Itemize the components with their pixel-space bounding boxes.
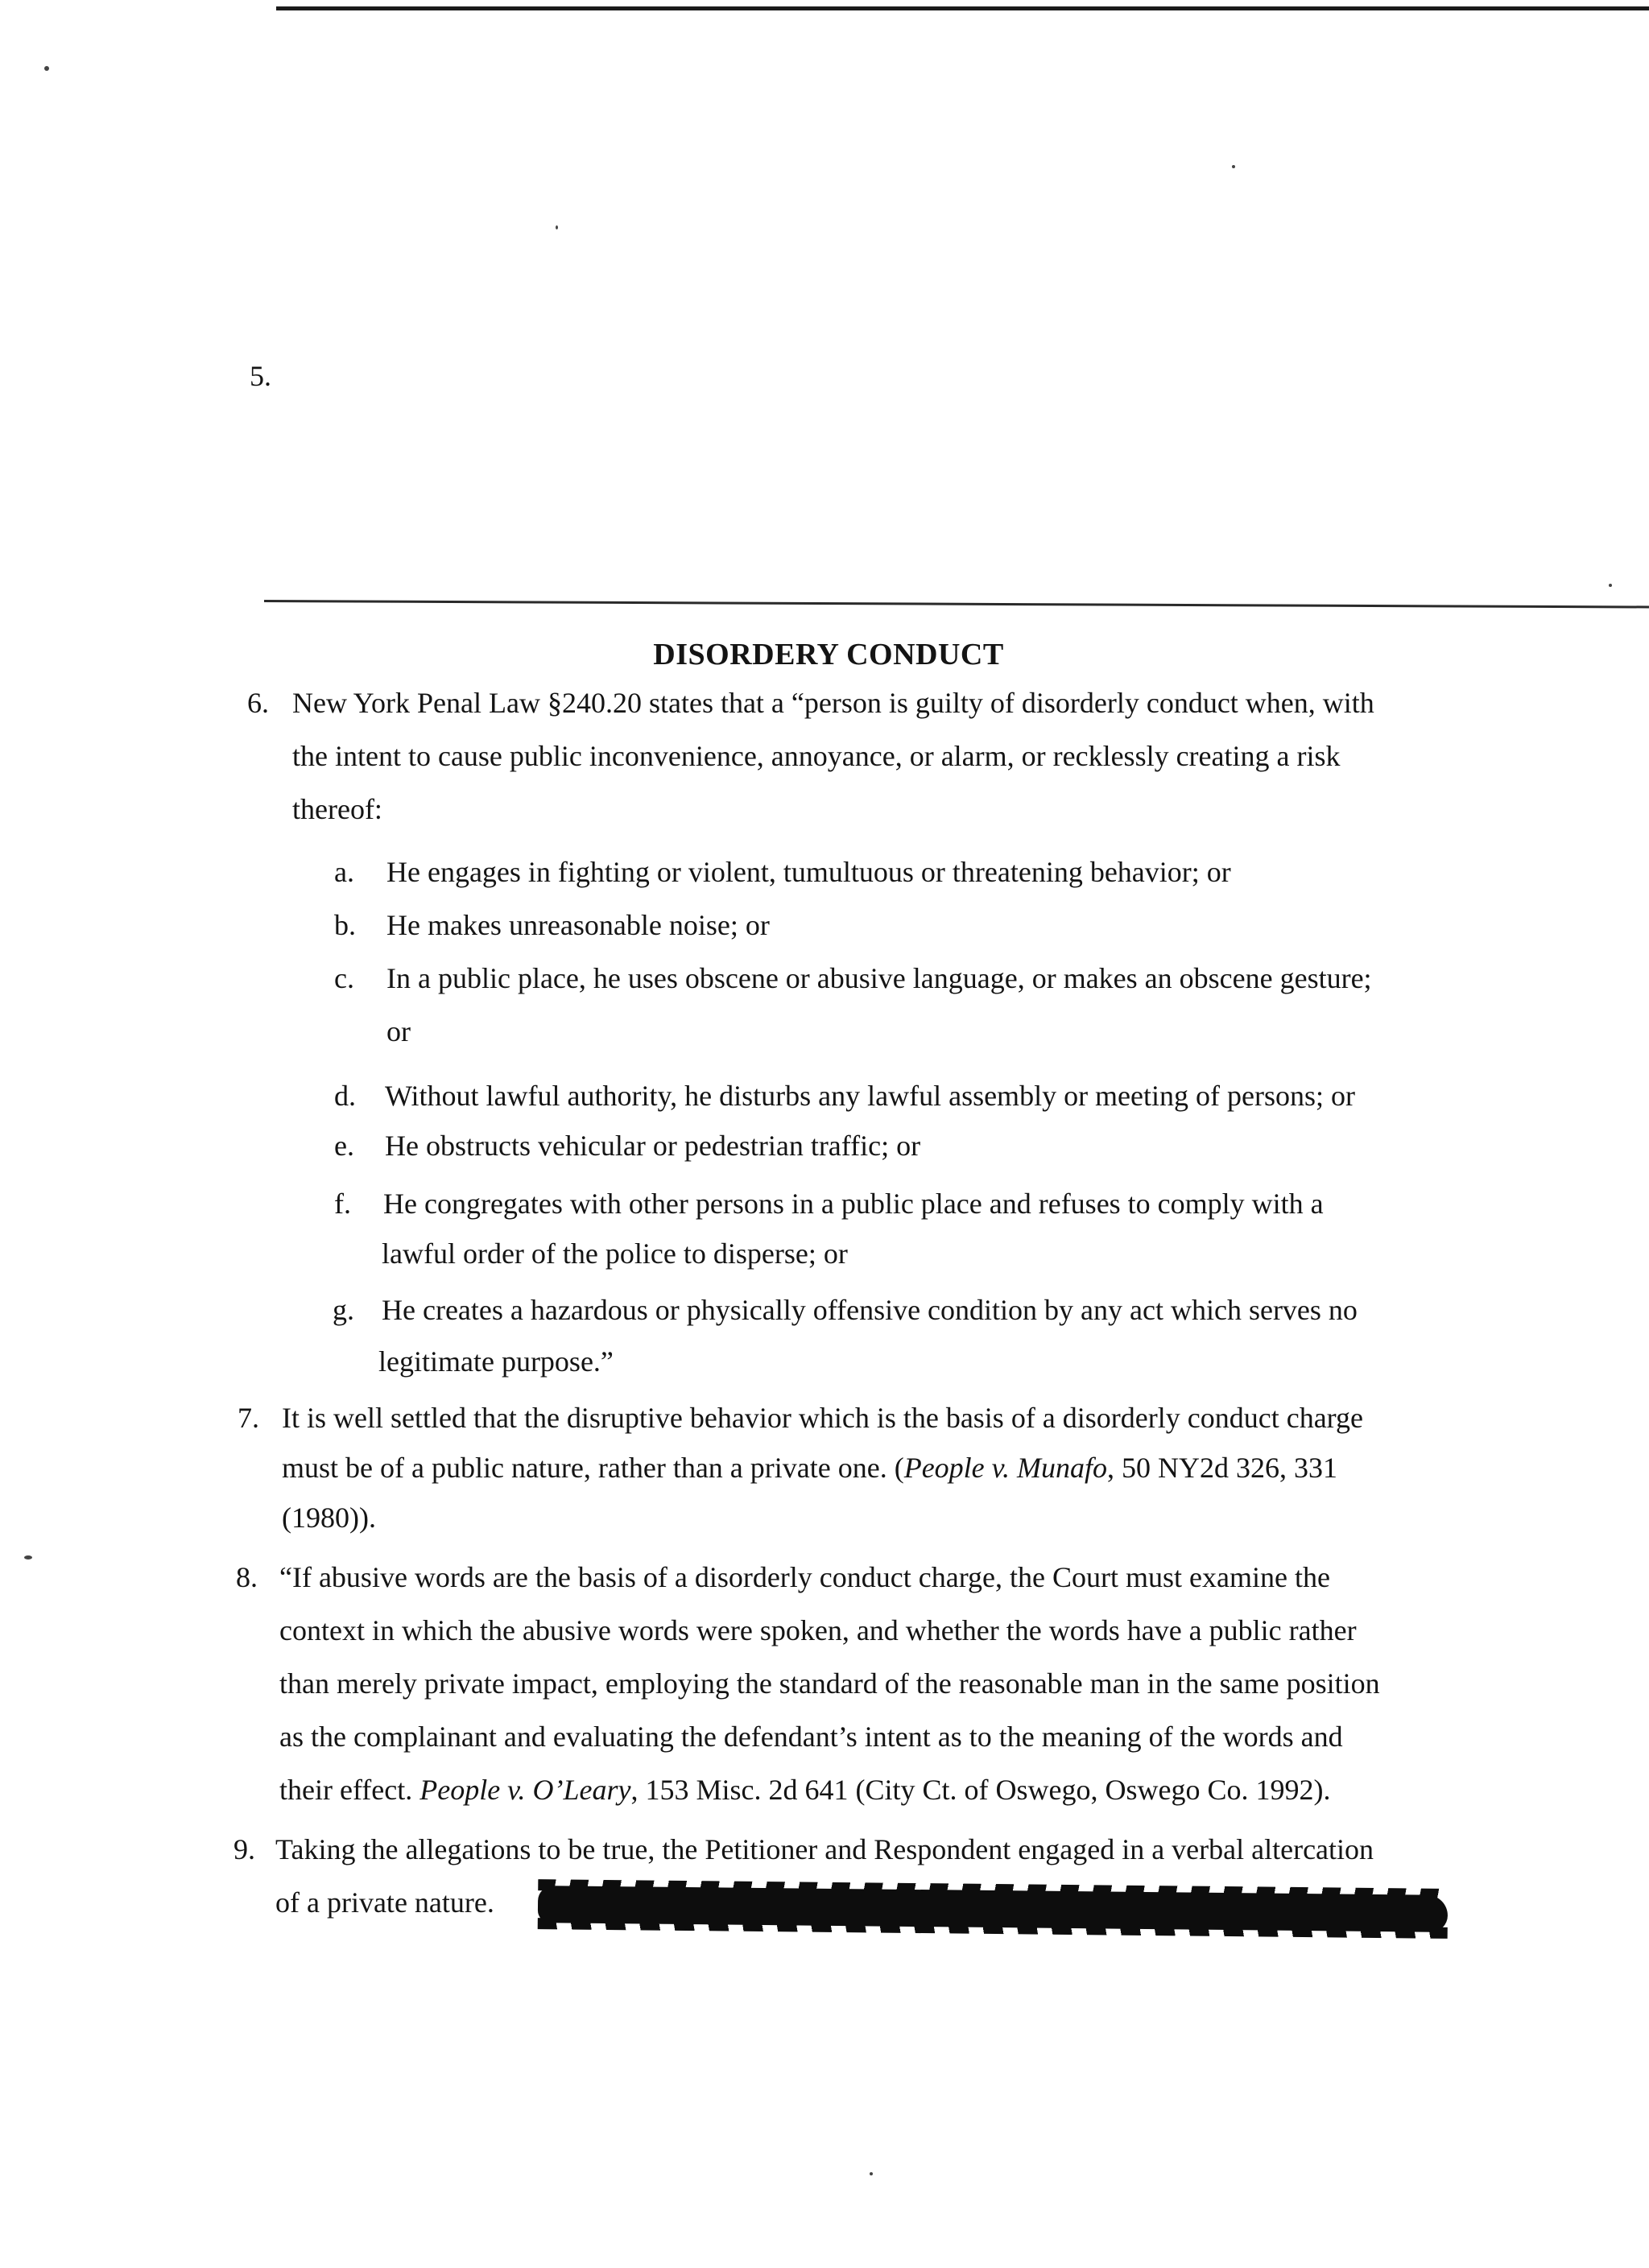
list-item-letter: e. — [334, 1130, 354, 1162]
paragraph-line: (1980)). — [282, 1502, 376, 1534]
list-item-text: He obstructs vehicular or pedestrian traffic; or — [385, 1130, 921, 1162]
list-item-text: He engages in fighting or violent, tumultuous or threatening behavior; or — [386, 856, 1231, 888]
list-item-text: He makes unreasonable noise; or — [386, 909, 770, 941]
paragraph-number: 7. — [238, 1402, 259, 1434]
scan-speck — [1609, 584, 1612, 587]
scan-speck — [44, 66, 49, 71]
paragraph-number: 6. — [247, 687, 269, 719]
paragraph-line: Taking the allegations to be true, the Petitioner and Respondent engaged in a verbal altercation — [275, 1833, 1374, 1865]
paragraph-line: of a private nature. — [275, 1886, 494, 1919]
list-item-letter: b. — [334, 909, 356, 941]
top-rule — [276, 6, 1649, 10]
paragraph-line: as the complainant and evaluating the defendant’s intent as to the meaning of the words and — [279, 1721, 1343, 1753]
paragraph-line: must be of a public nature, rather than a private one. (People v. Munafo, 50 NY2d 326, 331 — [282, 1452, 1337, 1484]
list-item-text: legitimate purpose.” — [378, 1345, 614, 1378]
list-item-letter: f. — [334, 1188, 351, 1220]
list-item-text: Without lawful authority, he disturbs any lawful assembly or meeting of persons; or — [385, 1080, 1355, 1112]
redaction-mark — [538, 1886, 1448, 1932]
page-number: 5. — [250, 360, 271, 392]
list-item-text: In a public place, he uses obscene or abusive language, or makes an obscene gesture; — [386, 962, 1372, 994]
paragraph-line: It is well settled that the disruptive behavior which is the basis of a disorderly conduct charge — [282, 1402, 1363, 1434]
paragraph-number: 9. — [234, 1833, 255, 1865]
paragraph-number: 8. — [236, 1561, 258, 1593]
paragraph-line: New York Penal Law §240.20 states that a “person is guilty of disorderly conduct when, with — [292, 687, 1374, 719]
list-item-letter: c. — [334, 962, 354, 994]
list-item-text: or — [386, 1015, 411, 1047]
case-citation: People v. O’Leary — [419, 1774, 631, 1806]
section-divider — [264, 600, 1649, 609]
paragraph-line: context in which the abusive words were spoken, and whether the words have a public rather — [279, 1614, 1357, 1646]
section-heading: DISORDERY CONDUCT — [653, 638, 1004, 671]
list-item-letter: d. — [334, 1080, 356, 1112]
scan-speck — [556, 225, 558, 229]
list-item-text: lawful order of the police to disperse; or — [382, 1237, 848, 1270]
paragraph-line: thereof: — [292, 793, 382, 825]
paragraph-line: “If abusive words are the basis of a disorderly conduct charge, the Court must examine the — [279, 1561, 1330, 1593]
case-citation: People v. Munafo — [903, 1452, 1107, 1484]
list-item-letter: g. — [333, 1294, 354, 1326]
list-item-text: He creates a hazardous or physically offensive condition by any act which serves no — [382, 1294, 1358, 1326]
list-item-text: He congregates with other persons in a public place and refuses to comply with a — [383, 1188, 1324, 1220]
scan-speck — [870, 2172, 873, 2175]
paragraph-line: than merely private impact, employing the standard of the reasonable man in the same position — [279, 1667, 1380, 1700]
list-item-letter: a. — [334, 856, 354, 888]
scan-speck — [24, 1555, 32, 1560]
paragraph-line: the intent to cause public inconvenience, annoyance, or alarm, or recklessly creating a risk — [292, 740, 1341, 772]
scan-speck — [1232, 165, 1235, 168]
paragraph-line: their effect. People v. O’Leary, 153 Misc. 2d 641 (City Ct. of Oswego, Oswego Co. 1992). — [279, 1774, 1331, 1806]
